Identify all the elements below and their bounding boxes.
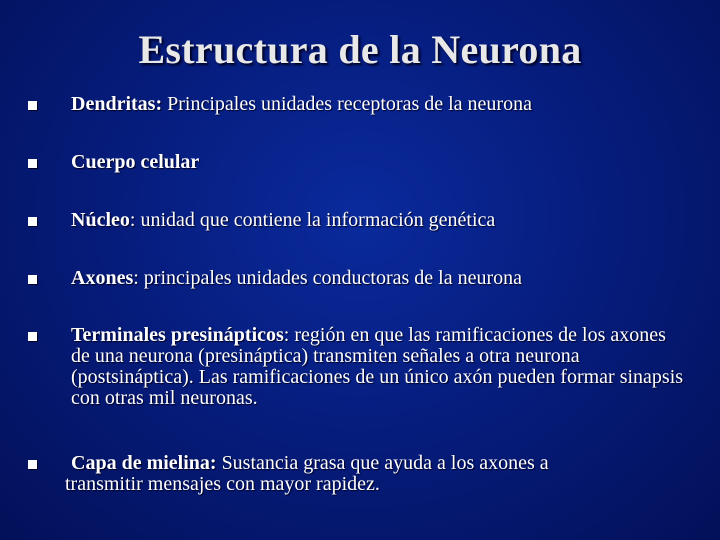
bullet-square-icon bbox=[28, 159, 37, 168]
bullet-square-icon bbox=[28, 217, 37, 226]
slide-title: Estructura de la Neurona bbox=[138, 27, 582, 72]
item-term: Capa de mielina: bbox=[71, 452, 217, 474]
item-term: Dendritas: bbox=[71, 93, 163, 115]
item-text: Sustancia grasa que ayuda a los axones a bbox=[216, 452, 549, 474]
list-item bbox=[28, 152, 688, 173]
item-text: : principales unidades conductoras de la neurona bbox=[133, 267, 522, 289]
bullet-square-icon bbox=[28, 332, 37, 341]
item-text: : unidad que contiene la información genética bbox=[129, 209, 496, 231]
item-term: Axones bbox=[71, 267, 134, 289]
list-item bbox=[28, 325, 688, 409]
list-item bbox=[28, 210, 688, 231]
item-text: : región en que las ramificaciones de los axones de una neurona (presináptica) transmiten señales a otra neurona (postsináptica). Las ramificaciones de un único axón pueden formar sinapsis con otras mil neuronas. bbox=[71, 324, 684, 409]
item-term: Núcleo bbox=[71, 209, 130, 231]
bullet-square-icon bbox=[28, 101, 37, 110]
item-term: Cuerpo celular bbox=[71, 151, 200, 173]
list-item bbox=[28, 268, 688, 289]
item-text-line2: transmitir mensajes con mayor rapidez. bbox=[65, 473, 380, 495]
item-term: Terminales presinápticos bbox=[71, 324, 284, 346]
bullet-square-icon bbox=[28, 275, 37, 284]
list-item bbox=[28, 94, 688, 115]
item-text: Principales unidades receptoras de la neurona bbox=[162, 93, 532, 115]
list-item bbox=[28, 453, 688, 495]
bullet-square-icon bbox=[28, 460, 37, 469]
